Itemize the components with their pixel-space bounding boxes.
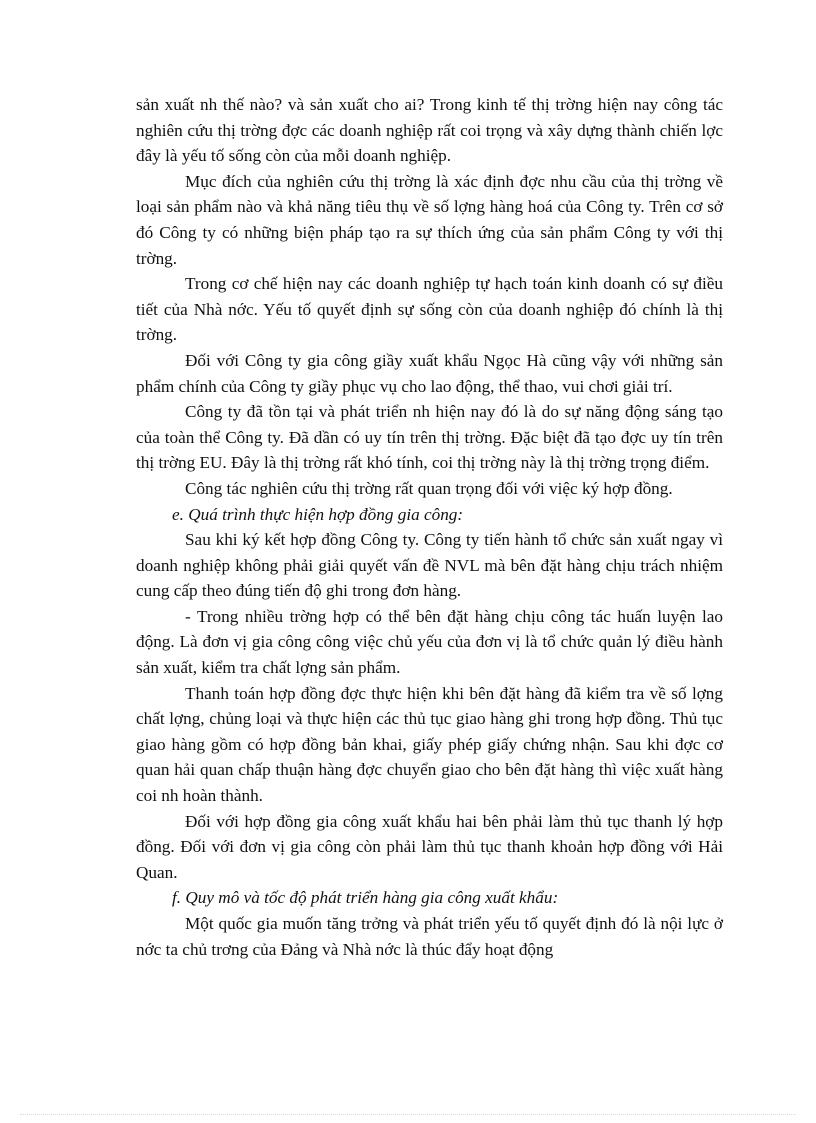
paragraph-4: Đối với Công ty gia công giầy xuất khẩu Ngọc Hà cũng vậy với những sản phẩm chính của Công ty giầy phục vụ cho lao động, thể thao, vui chơi giải trí. — [136, 350, 723, 396]
section-heading-e: e. Quá trình thực hiện hợp đồng gia công: — [172, 504, 464, 524]
paragraph-1: sản xuất nh thế nào? và sản xuất cho ai? Trong kinh tế thị trờng hiện nay công tác nghiên cứu thị trờng đợc các doanh nghiệp rất coi trọng và xây dựng thành chiến lợc đây là yếu tố sống còn của mỗi doanh nghiệp. — [136, 95, 723, 166]
paragraph-7: Sau khi ký kết hợp đồng Công ty. Công ty tiến hành tổ chức sản xuất ngay vì doanh nghiệp không phải giải quyết vấn đề NVL mà bên đặt hàng chịu trách nhiệm cung cấp theo đúng tiến độ ghi trong đơn hàng. — [136, 530, 723, 601]
section-heading-f: f. Quy mô và tốc độ phát triển hàng gia công xuất khẩu: — [172, 888, 559, 908]
paragraph-6: Công tác nghiên cứu thị trờng rất quan trọng đối với việc ký hợp đồng. — [185, 478, 673, 498]
paragraph-9: Thanh toán hợp đồng đợc thực hiện khi bên đặt hàng đã kiểm tra về số lợng chất lợng, chủng loại và thực hiện các thủ tục giao hàng ghi trong hợp đồng. Thủ tục giao hàng gồm có hợp đồng bản khai, giấy phép giấy chứng nhận. Sau khi đợc cơ quan hải quan chấp thuận hàng đợc chuyển giao cho bên đặt hàng thì việc xuất hàng coi nh hoàn thành. — [136, 683, 723, 806]
paragraph-2: Mục đích của nghiên cứu thị trờng là xác định đợc nhu cầu của thị trờng về loại sản phẩm nào và khả năng tiêu thụ về số lợng hàng hoá của Công ty. Trên cơ sở đó Công ty có những biện pháp tạo ra sự thích ứng của sản phẩm Công ty với thị trờng. — [136, 171, 723, 268]
paragraph-11: Một quốc gia muốn tăng trởng và phát triển yếu tố quyết định đó là nội lực ở nớc ta chủ trơng của Đảng và Nhà nớc là thúc đẩy hoạt động — [136, 914, 723, 959]
paragraph-8: - Trong nhiều trờng hợp có thể bên đặt hàng chịu công tác huấn luyện lao động. Là đơn vị gia công công việc chủ yếu của đơn vị là tổ chức quản lý điều hành sản xuất, kiểm tra chất lợng sản phẩm. — [136, 606, 723, 678]
paragraph-5: Công ty đã tồn tại và phát triển nh hiện nay đó là do sự năng động sáng tạo của toàn thể Công ty. Đã dần có uy tín trên thị trờng. Đặc biệt đã tạo đợc uy tín trên thị trờng EU. Đây là thị trờng rất khó tính, coi thị trờng này là thị trờng trọng điểm. — [136, 402, 723, 473]
paragraph-10: Đối với hợp đồng gia công xuất khẩu hai bên phải làm thủ tục thanh lý hợp đồng. Đối với đơn vị gia công còn phải làm thủ tục thanh khoản hợp đồng với Hải Quan. — [136, 811, 723, 882]
paragraph-3: Trong cơ chế hiện nay các doanh nghiệp tự hạch toán kinh doanh có sự điều tiết của Nhà nớc. Yếu tố quyết định sự sống còn của doanh nghiệp đó chính là thị trờng. — [136, 274, 723, 345]
page-bottom-divider — [20, 1114, 796, 1115]
document-page — [136, 92, 723, 962]
